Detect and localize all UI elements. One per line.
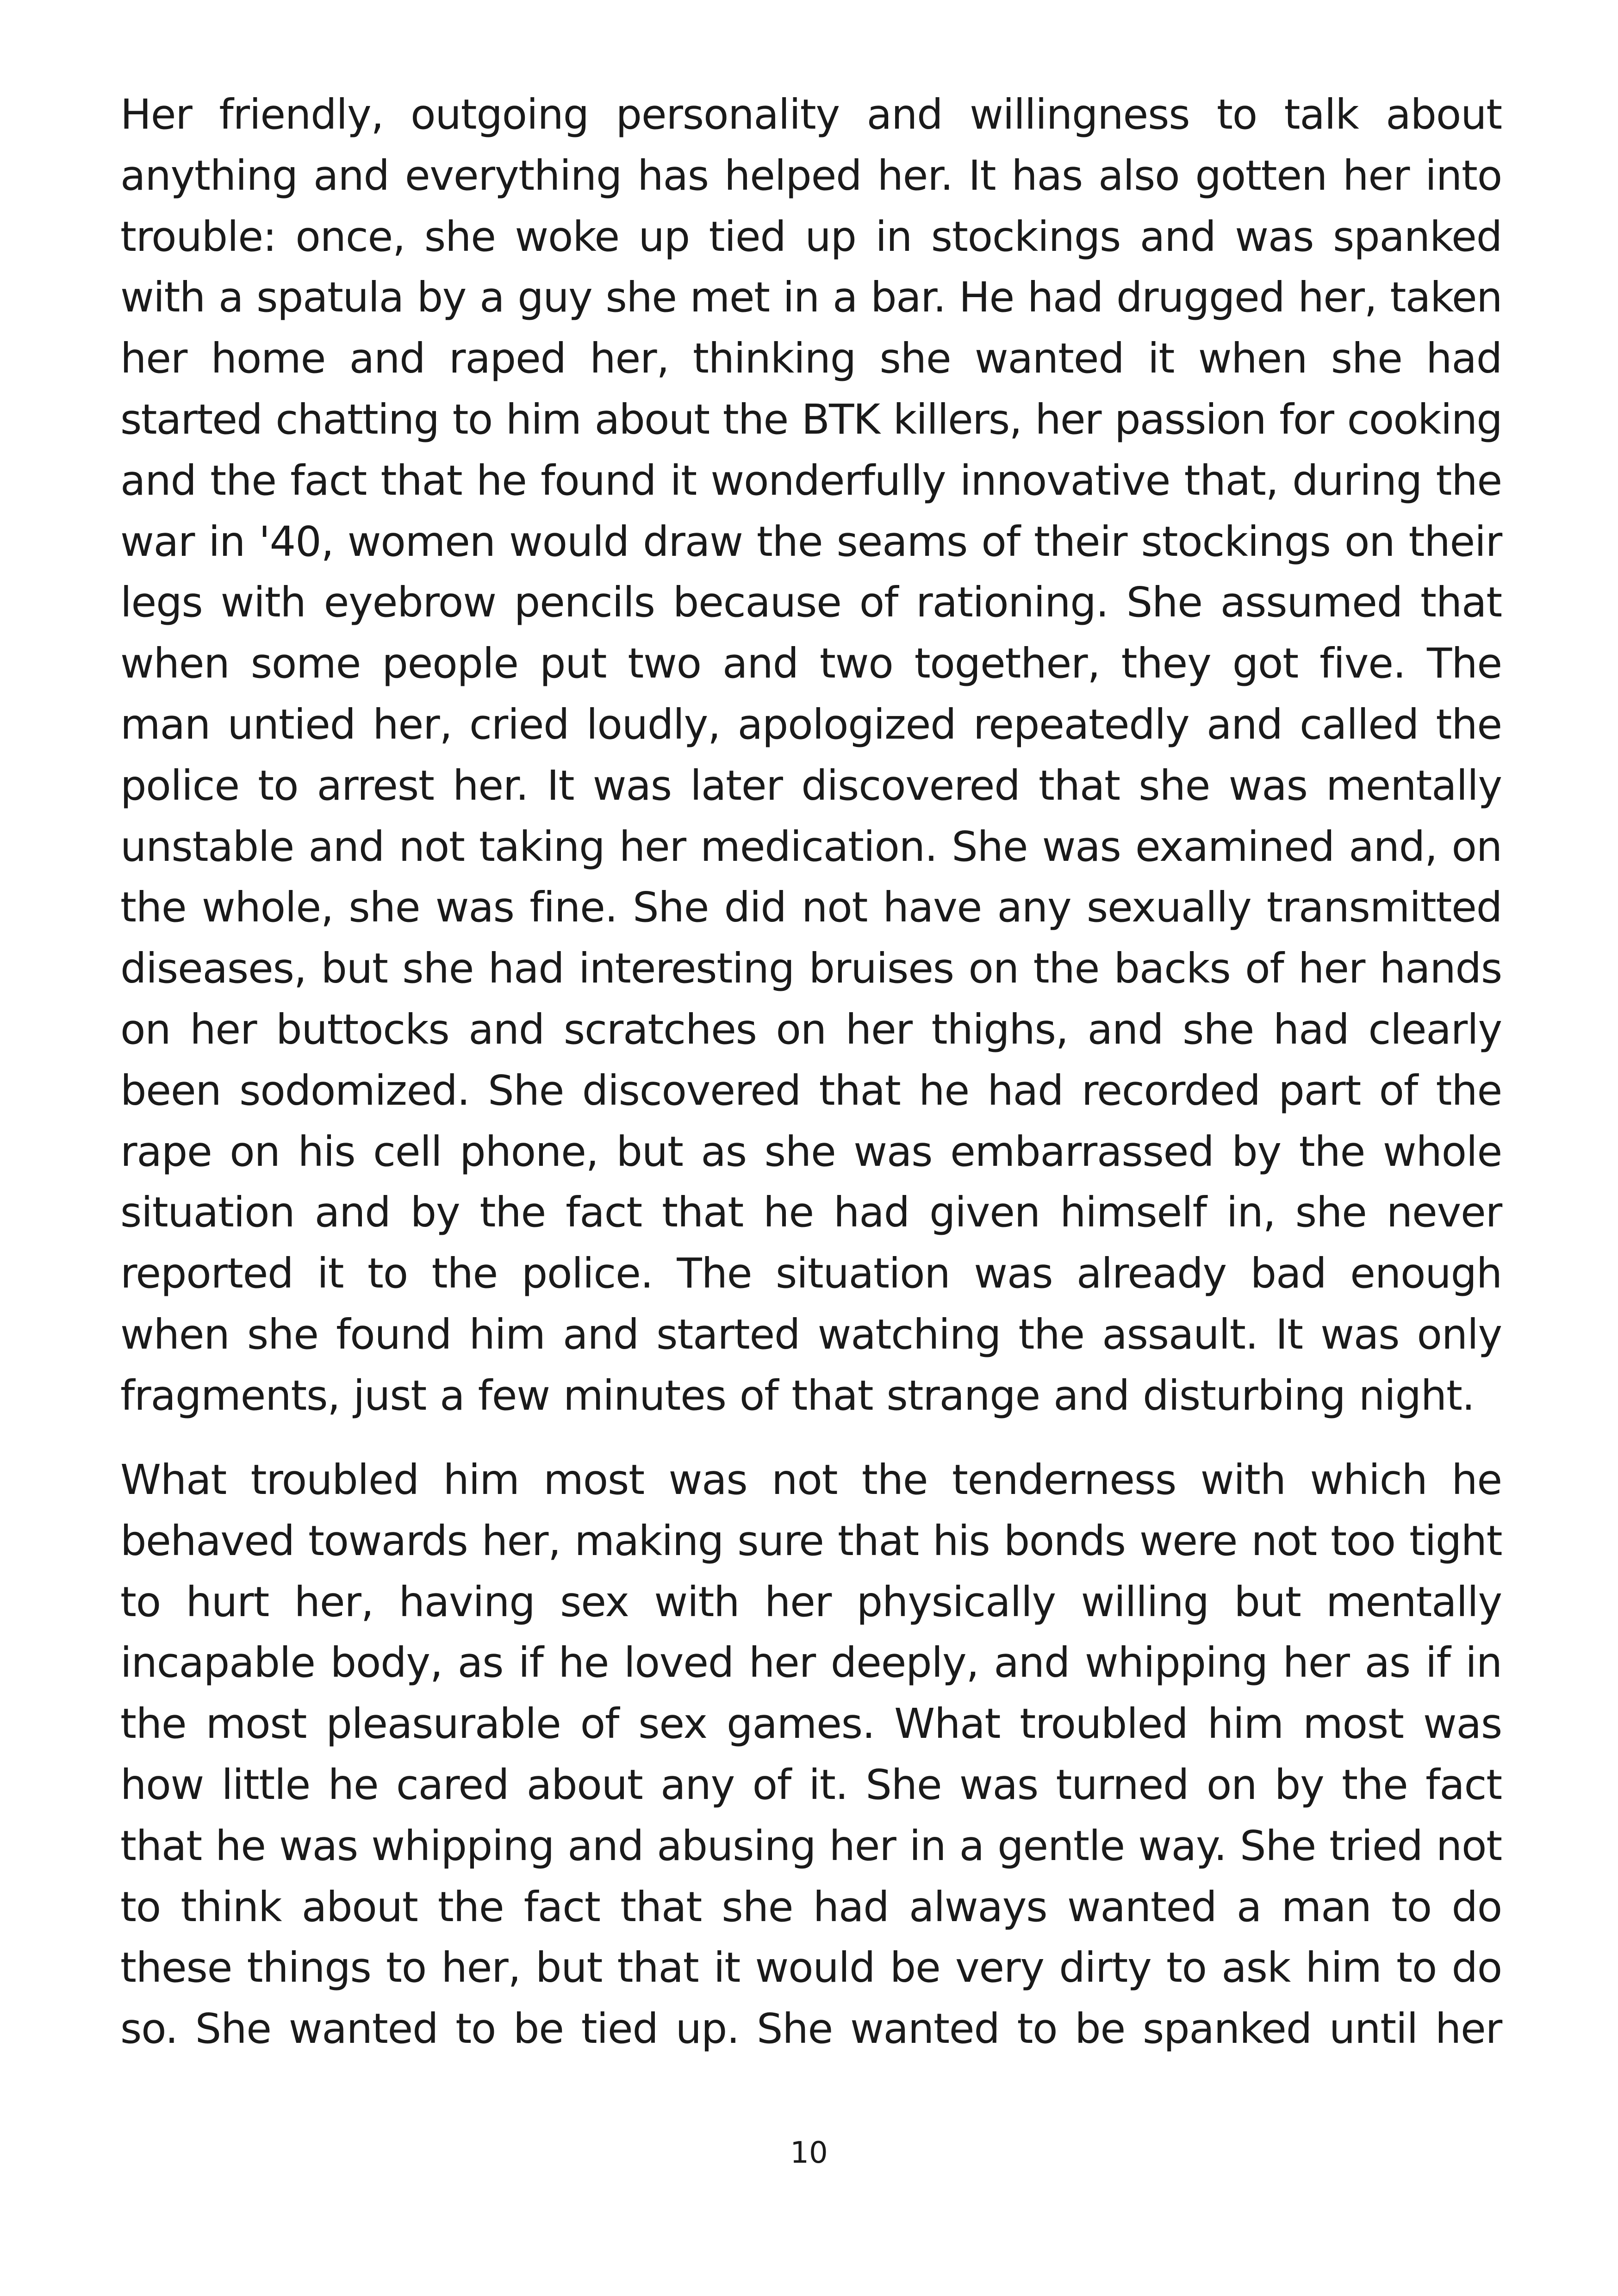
text-line: the most pleasurable of sex games. What troubled him most was xyxy=(120,1699,1502,1748)
text-line: man untied her, cried loudly, apologized repeatedly and called the xyxy=(120,700,1502,748)
text-line: unstable and not taking her medication. She was examined and, on xyxy=(120,822,1502,871)
text-line: to think about the fact that she had always wanted a man to do xyxy=(120,1882,1502,1931)
paragraph-1 xyxy=(120,84,1502,1426)
text-line: her home and raped her, thinking she wanted it when she had xyxy=(120,334,1502,383)
paragraph-2 xyxy=(120,1450,1502,2060)
text-line: on her buttocks and scratches on her thighs, and she had clearly xyxy=(120,1005,1502,1053)
text-line: diseases, but she had interesting bruises on the backs of her hands xyxy=(120,944,1502,993)
text-line: these things to her, but that it would be very dirty to ask him to do xyxy=(120,1943,1502,1992)
text-line: trouble: once, she woke up tied up in stockings and was spanked xyxy=(120,212,1502,261)
text-line: war in '40, women would draw the seams of their stockings on their xyxy=(120,517,1502,566)
text-line: situation and by the fact that he had given himself in, she never xyxy=(120,1188,1502,1237)
text-line: reported it to the police. The situation was already bad enough xyxy=(120,1249,1502,1298)
text-line: rape on his cell phone, but as she was embarrassed by the whole xyxy=(120,1127,1502,1176)
page-number: 10 xyxy=(790,2136,828,2170)
text-line: behaved towards her, making sure that his bonds were not too tight xyxy=(120,1516,1502,1565)
text-line: when some people put two and two together, they got five. The xyxy=(120,639,1502,688)
text-line: and the fact that he found it wonderfully innovative that, during the xyxy=(120,456,1502,504)
text-line: to hurt her, having sex with her physically willing but mentally xyxy=(120,1577,1502,1626)
text-line: started chatting to him about the BTK killers, her passion for cooking xyxy=(120,395,1502,443)
text-line: so. She wanted to be tied up. She wanted to be spanked until her xyxy=(120,2004,1502,2053)
text-line: with a spatula by a guy she met in a bar. He had drugged her, taken xyxy=(120,273,1502,322)
text-line: fragments, just a few minutes of that strange and disturbing night. xyxy=(120,1371,1475,1419)
text-line: how little he cared about any of it. She was turned on by the fact xyxy=(120,1760,1502,1809)
text-line: been sodomized. She discovered that he had recorded part of the xyxy=(120,1066,1502,1114)
text-line: anything and everything has helped her. It has also gotten her into xyxy=(120,151,1502,199)
text-line: when she found him and started watching the assault. It was only xyxy=(120,1310,1502,1358)
text-line: the whole, she was fine. She did not have any sexually transmitted xyxy=(120,883,1502,932)
text-line: that he was whipping and abusing her in a gentle way. She tried not xyxy=(120,1821,1502,1870)
text-line: What troubled him most was not the tenderness with which he xyxy=(120,1456,1502,1504)
text-line: Her friendly, outgoing personality and willingness to talk about xyxy=(120,90,1502,138)
text-line: police to arrest her. It was later discovered that she was mentally xyxy=(120,761,1502,809)
text-line: incapable body, as if he loved her deeply, and whipping her as if in xyxy=(120,1638,1502,1687)
text-line: legs with eyebrow pencils because of rationing. She assumed that xyxy=(120,578,1502,627)
